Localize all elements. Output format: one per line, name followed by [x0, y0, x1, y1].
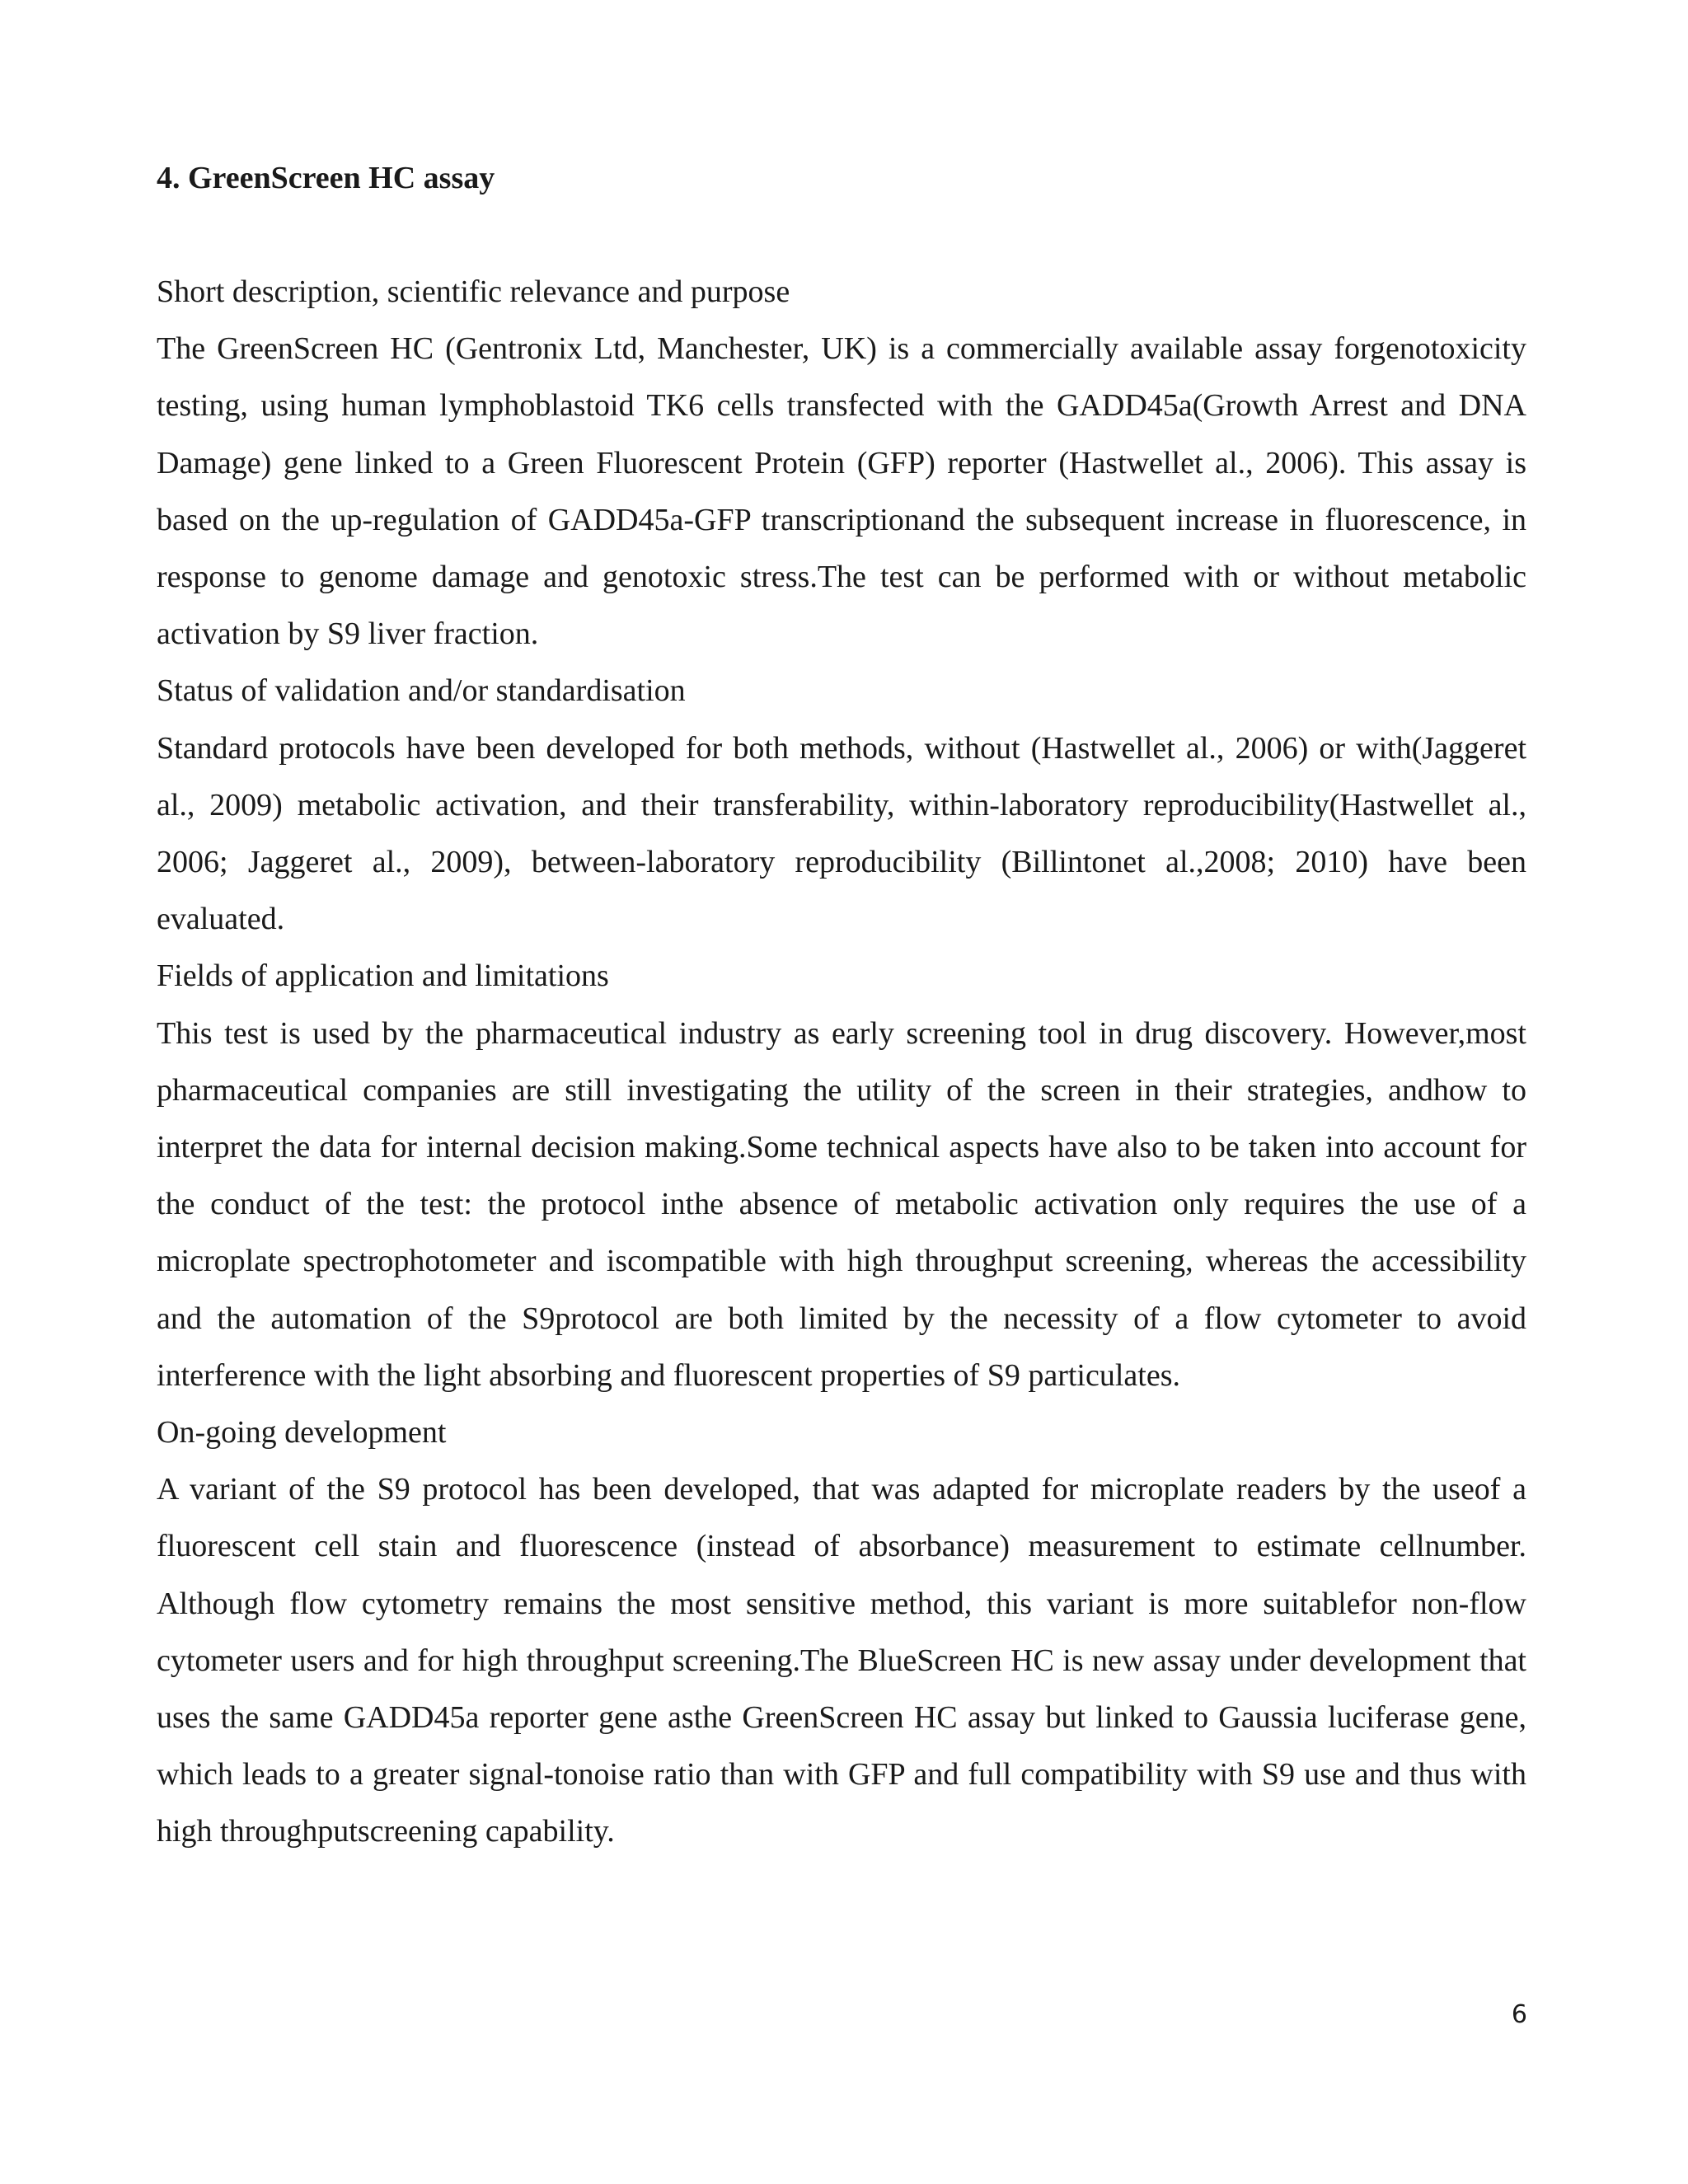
paragraph-validation: Standard protocols have been developed for both methods, without (Hastwellet al., 2006) or with(Jaggeret al., 2009) metabolic activation, and their transferability, within-laboratory reproducibility(Hastwellet al., 2006; Jaggeret al., 2009), between-laboratory reproducibility (Billintonet al.,2008; 2010) have been evaluated.: [157, 730, 1526, 937]
subheading-validation: Status of validation and/or standardisation: [157, 673, 686, 709]
subheading-development: On-going development: [157, 1415, 447, 1451]
section-heading: 4. GreenScreen HC assay: [157, 161, 495, 195]
page-number: 6: [1511, 2000, 1527, 2029]
paragraph-description: The GreenScreen HC (Gentronix Ltd, Manchester, UK) is a commercially available assay forgenotoxicity testing, using human lymphoblastoid TK6 cells transfected with the GADD45a(Growth Arrest and DNA Damage) gene linked to a Green Fluorescent Protein (GFP) reporter (Hastwellet al., 2006). This assay is based on the up-regulation of GADD45a-GFP transcriptionand the subsequent increase in fluorescence, in response to genome damage and genotoxic stress.The test can be performed with or without metabolic activation by S9 liver fraction.: [157, 331, 1526, 652]
section-body: [157, 264, 1526, 1861]
paragraph-application: This test is used by the pharmaceutical industry as early screening tool in drug discovery. However,most pharmaceutical companies are still investigating the utility of the screen in their strategies, andhow to interpret the data for internal decision making.Some technical aspects have also to be taken into account for the conduct of the test: the protocol inthe absence of metabolic activation only requires the use of a microplate spectrophotometer and iscompatible with high throughput screening, whereas the accessibility and the automation of the S9protocol are both limited by the necessity of a flow cytometer to avoid interference with the light absorbing and fluorescent properties of S9 particulates.: [157, 1015, 1526, 1393]
paragraph-development: A variant of the S9 protocol has been developed, that was adapted for microplate readers by the useof a fluorescent cell stain and fluorescence (instead of absorbance) measurement to estimate cellnumber. Although flow cytometry remains the most sensitive method, this variant is more suitablefor non-flow cytometer users and for high throughput screening.The BlueScreen HC is new assay under development that uses the same GADD45a reporter gene asthe GreenScreen HC assay but linked to Gaussia luciferase gene, which leads to a greater signal-tonoise ratio than with GFP and full compatibility with S9 use and thus with high throughputscreening capability.: [157, 1472, 1526, 1849]
subheading-description: Short description, scientific relevance and purpose: [157, 274, 790, 309]
subheading-application: Fields of application and limitations: [157, 958, 609, 994]
